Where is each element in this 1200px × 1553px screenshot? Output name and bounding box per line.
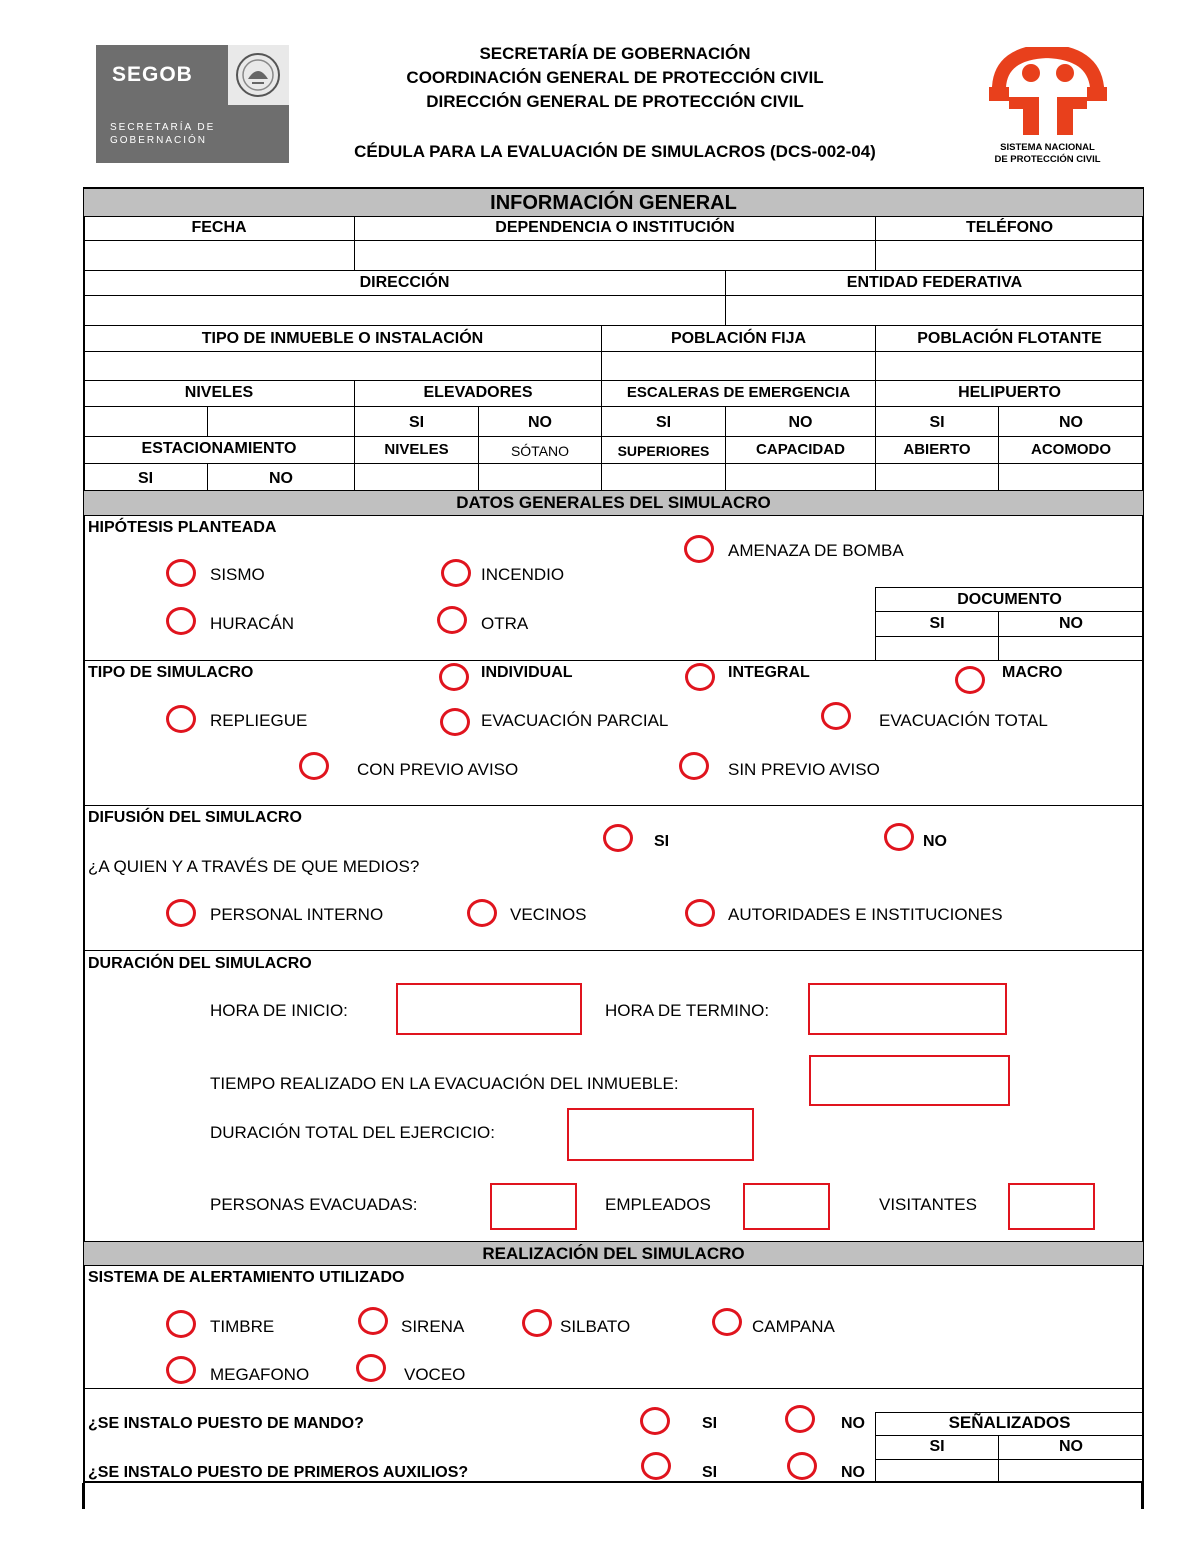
- label-personas-evacuadas: PERSONAS EVACUADAS:: [210, 1195, 418, 1214]
- label-campana: CAMPANA: [752, 1317, 835, 1336]
- label-huracan: HURACÁN: [210, 614, 295, 633]
- entidad-field[interactable]: [727, 297, 1142, 324]
- radio-repliegue[interactable]: [166, 705, 196, 733]
- poblacion-fija-field[interactable]: [603, 353, 874, 379]
- header-line-2: COORDINACIÓN GENERAL DE PROTECCIÓN CIVIL: [406, 68, 824, 87]
- label-puesto-mando: ¿SE INSTALO PUESTO DE MANDO?: [88, 1415, 364, 1432]
- label-personal-interno: PERSONAL INTERNO: [210, 905, 384, 924]
- escaleras-no: NO: [788, 414, 813, 431]
- label-duracion-total: DURACIÓN TOTAL DEL EJERCICIO:: [210, 1123, 495, 1142]
- personas-evacuadas-field[interactable]: [490, 1183, 577, 1230]
- radio-incendio[interactable]: [441, 559, 471, 587]
- section-realizacion: REALIZACIÓN DEL SIMULACRO: [84, 1241, 1143, 1266]
- page-continuation-left: [82, 1483, 85, 1509]
- radio-sismo[interactable]: [166, 559, 196, 587]
- tiempo-evacuacion-field[interactable]: [809, 1055, 1010, 1106]
- radio-otra[interactable]: [437, 606, 467, 634]
- empleados-field[interactable]: [743, 1183, 830, 1230]
- telefono-field[interactable]: [877, 241, 1142, 269]
- label-abierto: ABIERTO: [903, 441, 971, 458]
- label-sismo: SISMO: [210, 565, 265, 584]
- radio-vecinos[interactable]: [467, 899, 497, 927]
- helipuerto-si: SI: [929, 414, 945, 431]
- label-silbato: SILBATO: [560, 1317, 631, 1336]
- label-elevadores: ELEVADORES: [423, 384, 533, 401]
- documento-no: NO: [1059, 615, 1083, 632]
- label-otra: OTRA: [481, 614, 529, 633]
- label-poblacion-flotante: POBLACIÓN FLOTANTE: [917, 330, 1102, 347]
- section-datos-generales: DATOS GENERALES DEL SIMULACRO: [84, 490, 1143, 516]
- label-primeros-auxilios-no: NO: [841, 1464, 865, 1481]
- label-hora-inicio: HORA DE INICIO:: [210, 1001, 348, 1020]
- label-senalizados: SEÑALIZADOS: [948, 1413, 1071, 1432]
- radio-voceo[interactable]: [356, 1354, 386, 1382]
- radio-evacuacion-parcial[interactable]: [440, 708, 470, 736]
- label-estacionamiento: ESTACIONAMIENTO: [141, 440, 297, 457]
- label-direccion: DIRECCIÓN: [359, 274, 450, 291]
- label-est-niveles: NIVELES: [384, 441, 449, 458]
- label-primeros-auxilios: ¿SE INSTALO PUESTO DE PRIMEROS AUXILIOS?: [88, 1464, 469, 1481]
- label-hora-termino: HORA DE TERMINO:: [605, 1001, 770, 1020]
- fecha-field[interactable]: [85, 241, 353, 269]
- radio-integral[interactable]: [685, 663, 715, 691]
- visitantes-field[interactable]: [1008, 1183, 1095, 1230]
- radio-timbre[interactable]: [166, 1310, 196, 1338]
- estacionamiento-si: SI: [137, 470, 154, 487]
- national-seal-icon: [228, 45, 289, 105]
- documento-si: SI: [929, 615, 945, 632]
- label-puesto-mando-si: SI: [702, 1415, 718, 1432]
- label-sin-previo-aviso: SIN PREVIO AVISO: [728, 760, 880, 779]
- label-evacuacion-parcial: EVACUACIÓN PARCIAL: [481, 711, 669, 730]
- label-difusion: DIFUSIÓN DEL SIMULACRO: [88, 809, 302, 826]
- radio-macro[interactable]: [955, 666, 985, 694]
- label-niveles: NIVELES: [184, 384, 254, 401]
- label-sistema-alertamiento: SISTEMA DE ALERTAMIENTO UTILIZADO: [88, 1269, 405, 1286]
- label-documento: DOCUMENTO: [957, 591, 1062, 608]
- dependencia-field[interactable]: [356, 241, 874, 269]
- label-hipotesis: HIPÓTESIS PLANTEADA: [88, 519, 277, 536]
- label-timbre: TIMBRE: [210, 1317, 275, 1336]
- label-tipo-simulacro: TIPO DE SIMULACRO: [88, 664, 254, 681]
- niveles-field-2[interactable]: [209, 407, 353, 435]
- radio-puesto-mando-si[interactable]: [640, 1407, 670, 1435]
- label-acomodo: ACOMODO: [1031, 441, 1111, 458]
- radio-individual[interactable]: [439, 663, 469, 691]
- label-duracion: DURACIÓN DEL SIMULACRO: [88, 955, 312, 972]
- senalizados-no: NO: [1059, 1438, 1083, 1455]
- label-helipuerto: HELIPUERTO: [958, 384, 1061, 401]
- header-line-3: DIRECCIÓN GENERAL DE PROTECCIÓN CIVIL: [426, 92, 804, 111]
- form-title: CÉDULA PARA LA EVALUACIÓN DE SIMULACROS (DCS-002-04): [354, 142, 876, 161]
- radio-primeros-auxilios-si[interactable]: [641, 1452, 671, 1480]
- label-dependencia: DEPENDENCIA O INSTITUCIÓN: [495, 219, 735, 236]
- poblacion-flotante-field[interactable]: [877, 353, 1142, 379]
- label-capacidad: CAPACIDAD: [756, 441, 845, 458]
- radio-con-previo-aviso[interactable]: [299, 752, 329, 780]
- snpc-line-1: SISTEMA NACIONAL: [1000, 142, 1095, 153]
- duracion-total-field[interactable]: [567, 1108, 754, 1161]
- radio-difusion-si[interactable]: [603, 824, 633, 852]
- elevadores-si: SI: [408, 414, 425, 431]
- estacionamiento-no: NO: [269, 470, 293, 487]
- radio-personal-interno[interactable]: [166, 899, 196, 927]
- label-escaleras: ESCALERAS DE EMERGENCIA: [626, 384, 851, 401]
- label-a-quien: ¿A QUIEN Y A TRAVÉS DE QUE MEDIOS?: [88, 857, 420, 876]
- label-empleados: EMPLEADOS: [605, 1195, 711, 1214]
- label-amenaza-bomba: AMENAZA DE BOMBA: [728, 541, 904, 560]
- hora-inicio-field[interactable]: [396, 983, 582, 1035]
- label-superiores: SUPERIORES: [617, 443, 710, 459]
- label-sotano: SÓTANO: [510, 443, 570, 459]
- escaleras-si: SI: [655, 414, 672, 431]
- tipo-inmueble-field[interactable]: [85, 353, 600, 379]
- label-difusion-no: NO: [923, 833, 947, 850]
- segob-brand: SEGOB: [112, 63, 193, 86]
- label-telefono: TELÉFONO: [965, 219, 1054, 236]
- label-individual: INDIVIDUAL: [481, 664, 573, 681]
- snpc-line-2: DE PROTECCIÓN CIVIL: [994, 154, 1101, 165]
- label-voceo: VOCEO: [404, 1365, 466, 1384]
- label-macro: MACRO: [1002, 664, 1063, 681]
- senalizados-si: SI: [929, 1438, 945, 1455]
- label-evacuacion-total: EVACUACIÓN TOTAL: [879, 711, 1048, 730]
- label-integral: INTEGRAL: [728, 664, 810, 681]
- radio-sirena[interactable]: [358, 1307, 388, 1335]
- label-difusion-si: SI: [654, 833, 670, 850]
- radio-megafono[interactable]: [166, 1356, 196, 1384]
- label-repliegue: REPLIEGUE: [210, 711, 308, 730]
- header-line-1: SECRETARÍA DE GOBERNACIÓN: [479, 44, 751, 63]
- radio-campana[interactable]: [712, 1308, 742, 1336]
- label-vecinos: VECINOS: [510, 905, 587, 924]
- label-poblacion-fija: POBLACIÓN FIJA: [670, 330, 807, 347]
- radio-silbato[interactable]: [522, 1309, 552, 1337]
- radio-puesto-mando-no[interactable]: [785, 1405, 815, 1433]
- label-tipo-inmueble: TIPO DE INMUEBLE O INSTALACIÓN: [201, 330, 484, 347]
- segob-logo: [96, 45, 289, 163]
- radio-difusion-no[interactable]: [884, 823, 914, 851]
- label-con-previo-aviso: CON PREVIO AVISO: [357, 760, 519, 779]
- label-sirena: SIRENA: [401, 1317, 465, 1336]
- direccion-field[interactable]: [85, 297, 724, 324]
- label-visitantes: VISITANTES: [879, 1195, 977, 1214]
- label-entidad: ENTIDAD FEDERATIVA: [846, 274, 1023, 291]
- radio-primeros-auxilios-no[interactable]: [787, 1452, 817, 1480]
- label-tiempo-evacuacion: TIEMPO REALIZADO EN LA EVACUACIÓN DEL INMUEBLE:: [210, 1074, 679, 1093]
- label-puesto-mando-no: NO: [841, 1415, 865, 1432]
- radio-huracan[interactable]: [166, 607, 196, 635]
- elevadores-no: NO: [528, 414, 552, 431]
- hora-termino-field[interactable]: [808, 983, 1007, 1035]
- label-primeros-auxilios-si: SI: [702, 1464, 718, 1481]
- radio-autoridades[interactable]: [685, 899, 715, 927]
- niveles-field-1[interactable]: [85, 407, 206, 435]
- section-informacion-general: INFORMACIÓN GENERAL: [84, 188, 1143, 217]
- label-megafono: MEGAFONO: [210, 1365, 310, 1384]
- page-continuation-right: [1141, 1483, 1144, 1509]
- segob-subtitle: SECRETARÍA DE GOBERNACIÓN: [110, 122, 216, 146]
- label-autoridades: AUTORIDADES E INSTITUCIONES: [728, 905, 1003, 924]
- snpc-label: [985, 142, 1110, 166]
- radio-evacuacion-total[interactable]: [821, 702, 851, 730]
- label-fecha: FECHA: [191, 219, 247, 236]
- helipuerto-no: NO: [1059, 414, 1083, 431]
- radio-sin-previo-aviso[interactable]: [679, 752, 709, 780]
- radio-amenaza-bomba[interactable]: [684, 535, 714, 563]
- label-incendio: INCENDIO: [481, 565, 565, 584]
